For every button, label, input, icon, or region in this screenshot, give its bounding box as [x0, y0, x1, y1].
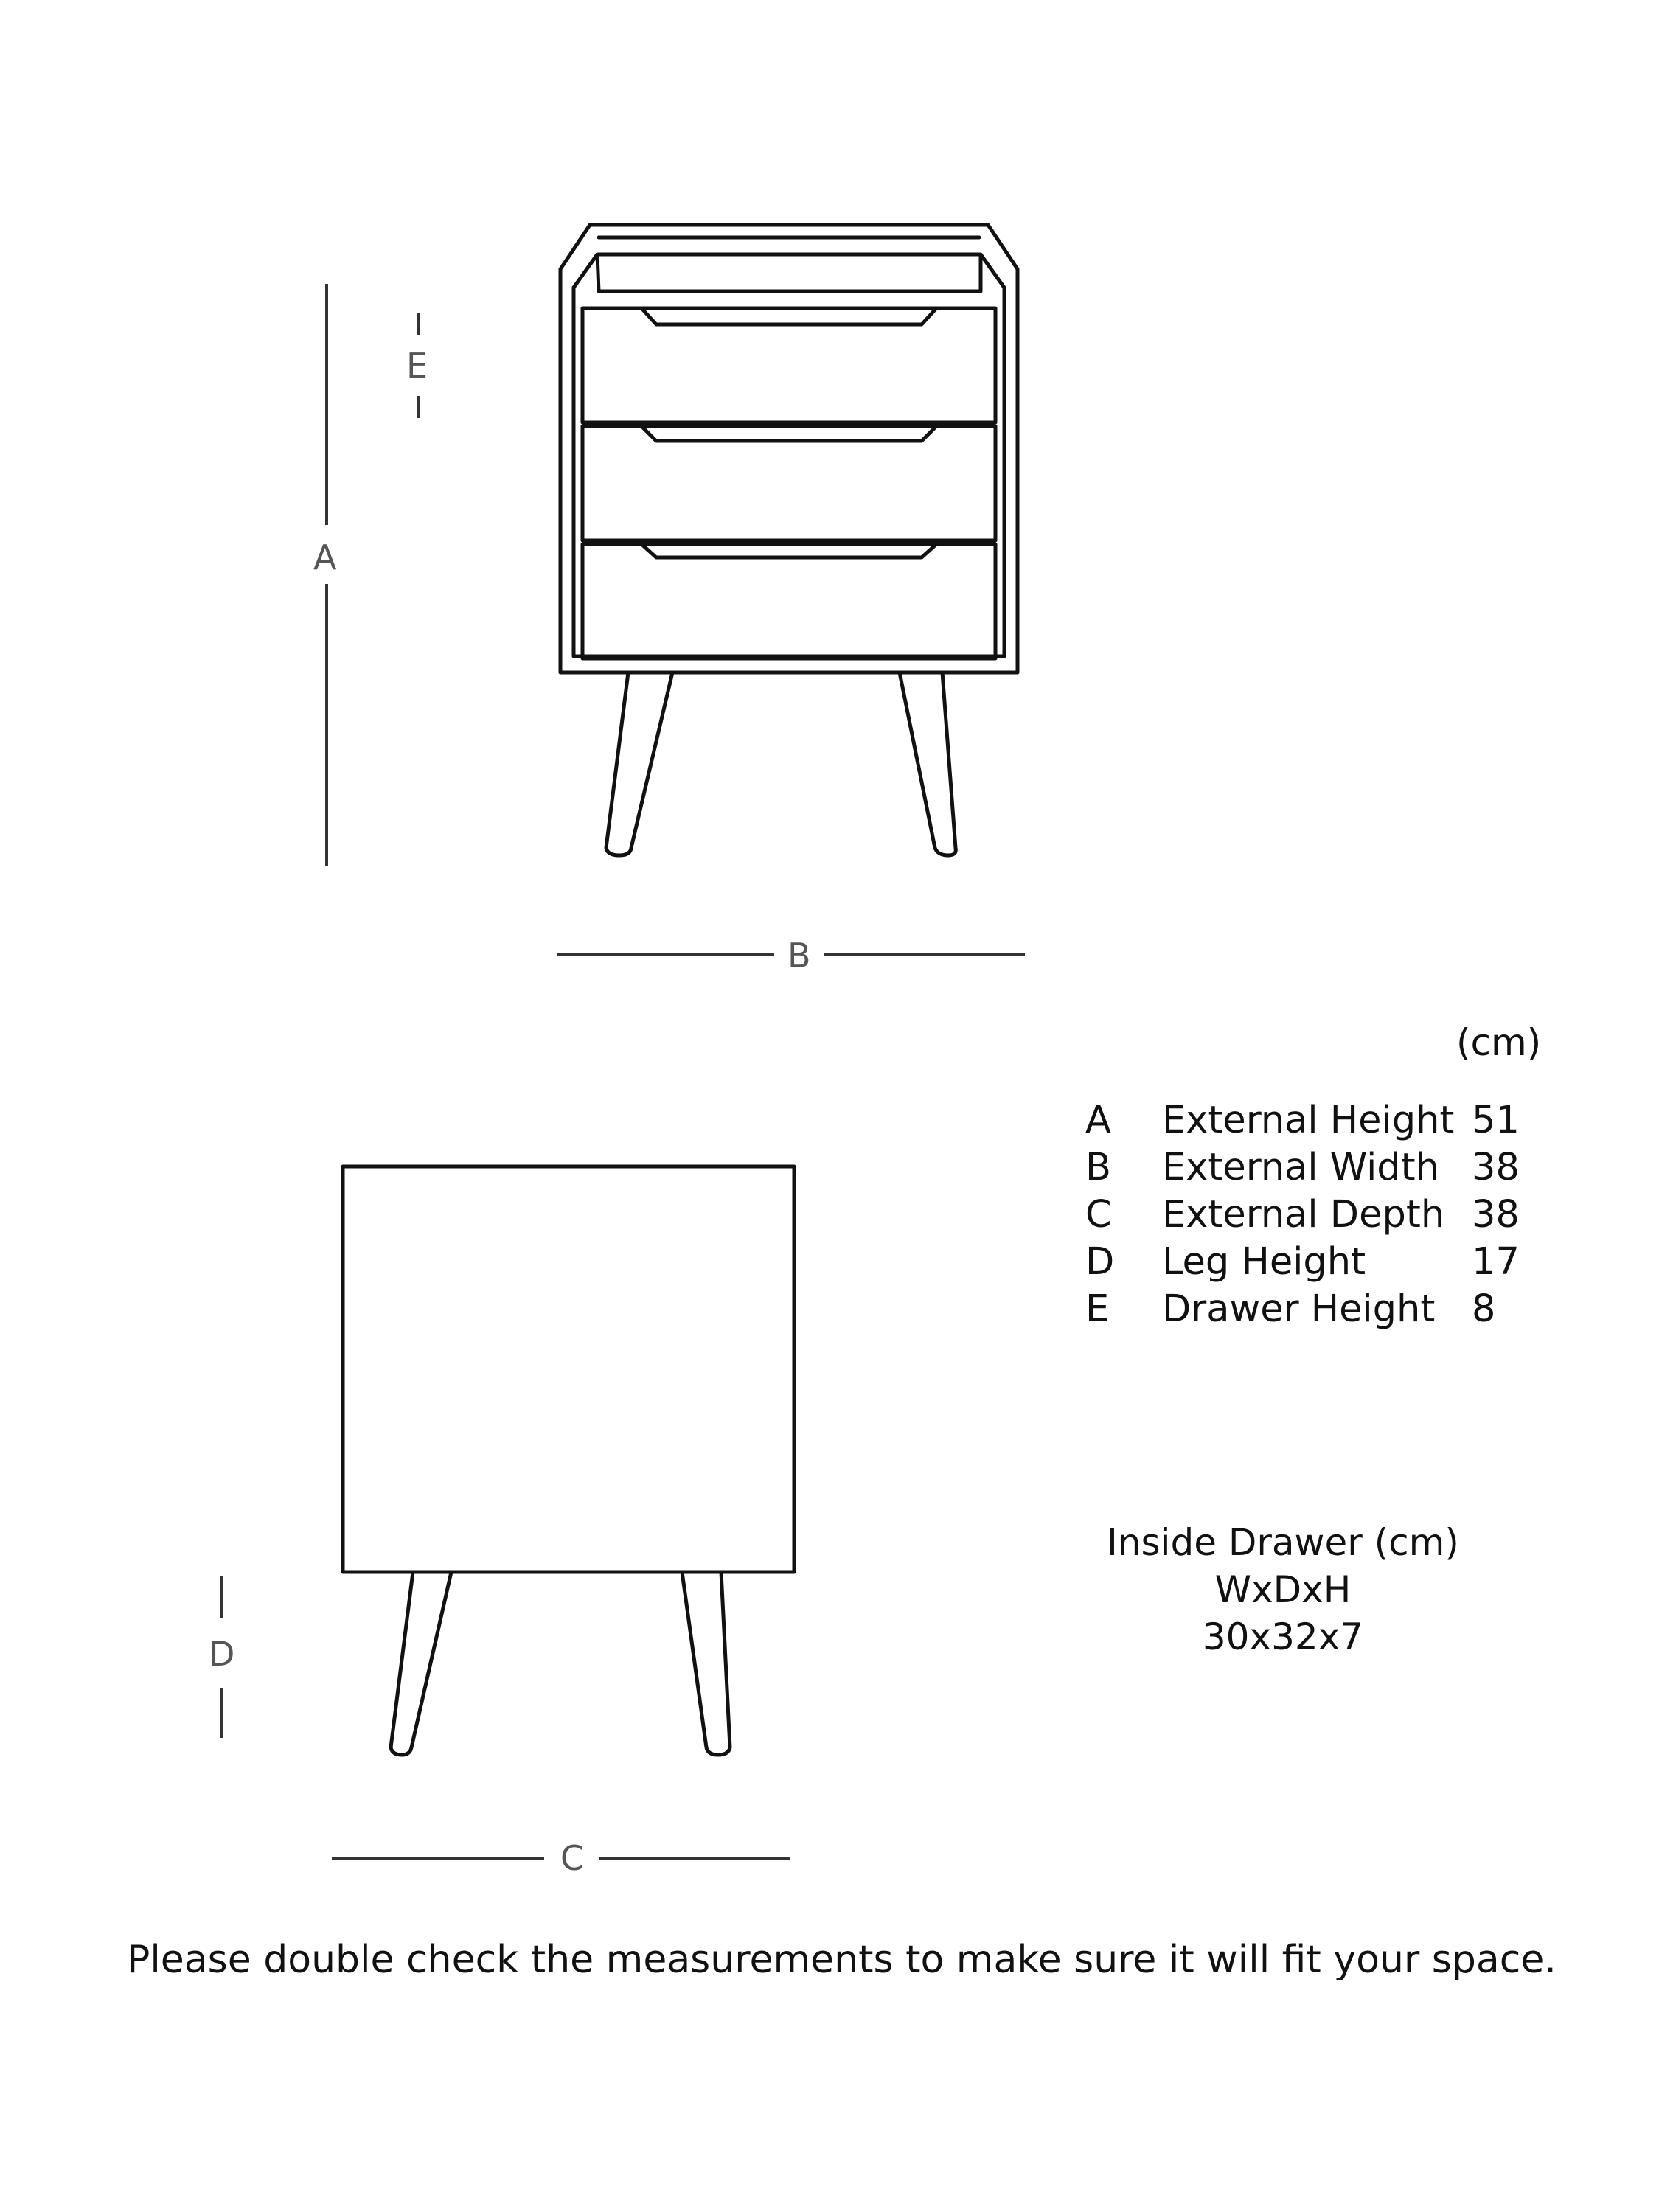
spec-name: External Depth [1162, 1193, 1445, 1237]
drawer-bottom [582, 544, 995, 658]
table-row [1085, 1286, 1520, 1333]
spec-unit-label: (cm) [1456, 1021, 1542, 1064]
cabinet-inner-frame [574, 254, 1004, 656]
spec-letter: D [1085, 1240, 1115, 1284]
dimension-lines [221, 284, 1025, 1858]
spec-value: 38 [1472, 1146, 1520, 1189]
drawer-handle-bottom [641, 544, 936, 557]
spec-letter: B [1085, 1146, 1111, 1189]
spec-name: External Width [1162, 1146, 1439, 1189]
dimension-label-e: E [406, 346, 428, 386]
dimension-label-b: B [787, 936, 811, 975]
spec-name: External Height [1162, 1099, 1455, 1142]
drawer-middle [582, 426, 995, 540]
spec-value: 51 [1472, 1099, 1520, 1142]
spec-letter: A [1085, 1099, 1111, 1142]
gallery-rail [599, 237, 979, 254]
table-row [1085, 1192, 1520, 1239]
dimension-label-d: D [209, 1634, 235, 1674]
side-view-drawing [343, 1166, 794, 1755]
spec-name: Drawer Height [1162, 1287, 1436, 1331]
side-body-outline [343, 1166, 794, 1572]
spec-letter: C [1085, 1193, 1112, 1237]
dimensions-table [1085, 1097, 1520, 1333]
side-leg-right [682, 1572, 730, 1755]
spec-name: Leg Height [1162, 1240, 1366, 1284]
inside-drawer-title: Inside Drawer (cm) [1107, 1521, 1459, 1564]
dimension-label-c: C [560, 1838, 585, 1878]
spec-value: 8 [1472, 1287, 1496, 1331]
table-row [1085, 1239, 1520, 1286]
drawer-handle-top [641, 308, 936, 324]
table-row [1085, 1144, 1520, 1192]
measurement-note: Please double check the measurements to make sure it will fit your space. [127, 1938, 1557, 1982]
inside-drawer-value: 30x32x7 [1202, 1615, 1364, 1658]
front-leg-right [900, 672, 956, 855]
drawer-handle-middle [641, 426, 936, 441]
spec-value: 17 [1472, 1240, 1520, 1284]
inside-drawer-format: WxDxH [1214, 1568, 1352, 1611]
spec-letter: E [1085, 1287, 1110, 1331]
inside-drawer-block [1099, 1519, 1467, 1660]
front-leg-left [606, 672, 672, 855]
table-row [1085, 1097, 1520, 1144]
dimension-label-a: A [313, 538, 337, 577]
side-leg-left [391, 1572, 451, 1755]
front-view-drawing [560, 225, 1018, 855]
spec-value: 38 [1472, 1193, 1520, 1237]
